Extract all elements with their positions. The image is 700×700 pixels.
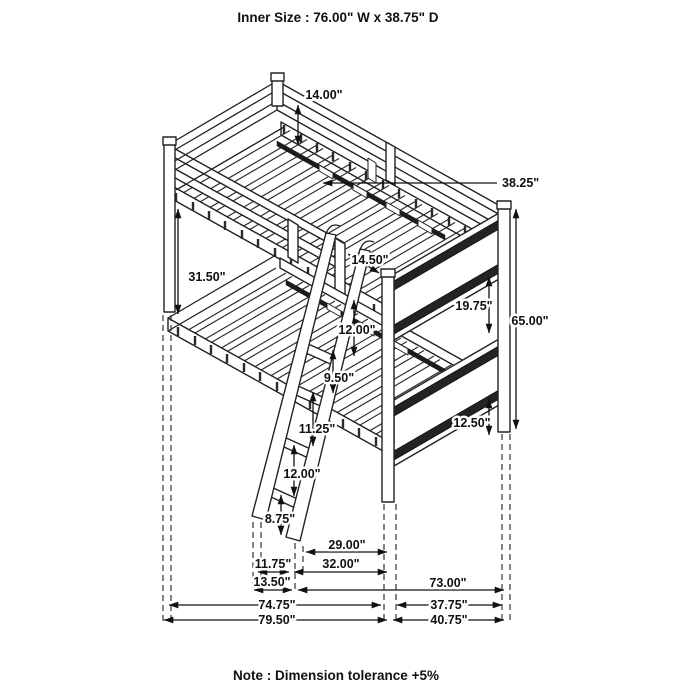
dim-length-to-ladder-foot: 74.75" [258,598,296,612]
left-post [164,140,175,312]
dim-ladder-gap-5: 8.75" [264,512,296,526]
dim-bed-depth-top: 38.25" [502,176,540,190]
upper-end-panel [394,213,499,340]
dim-ladder-foot-to-post: 29.00" [328,538,366,552]
dim-ladder-footprint: 13.50" [253,575,291,589]
dim-frame-length: 73.00" [429,576,467,590]
dim-ladder-gap-1: 12.00" [338,323,376,337]
dim-ladder-gap-3: 11.25" [298,422,336,436]
dim-ladder-gap-2: 9.50" [323,371,355,385]
dim-overall-length: 79.50" [258,613,296,627]
dim-ladder-foot-depth: 11.75" [254,557,292,571]
dim-frame-depth: 37.75" [430,598,468,612]
dim-upper-rail-height: 14.00" [305,88,343,102]
dim-overall-depth: 40.75" [430,613,468,627]
right-post [498,204,510,432]
dim-overall-height: 65.00" [511,314,549,328]
page-title: Inner Size : 76.00" W x 38.75" D [237,10,439,25]
dim-left-rail-spacing: 31.50" [188,270,226,284]
dim-headboard-gap: 19.75" [455,299,493,313]
dim-rail-to-post-gap: 14.50" [351,253,389,267]
tolerance-note: Note : Dimension tolerance +5% [233,668,439,683]
dim-footboard-leg-height: 12.50" [453,416,491,430]
dim-ladder-gap-4: 12.00" [283,467,321,481]
front-post [382,272,394,502]
dim-ladder-foot-span: 32.00" [322,557,360,571]
